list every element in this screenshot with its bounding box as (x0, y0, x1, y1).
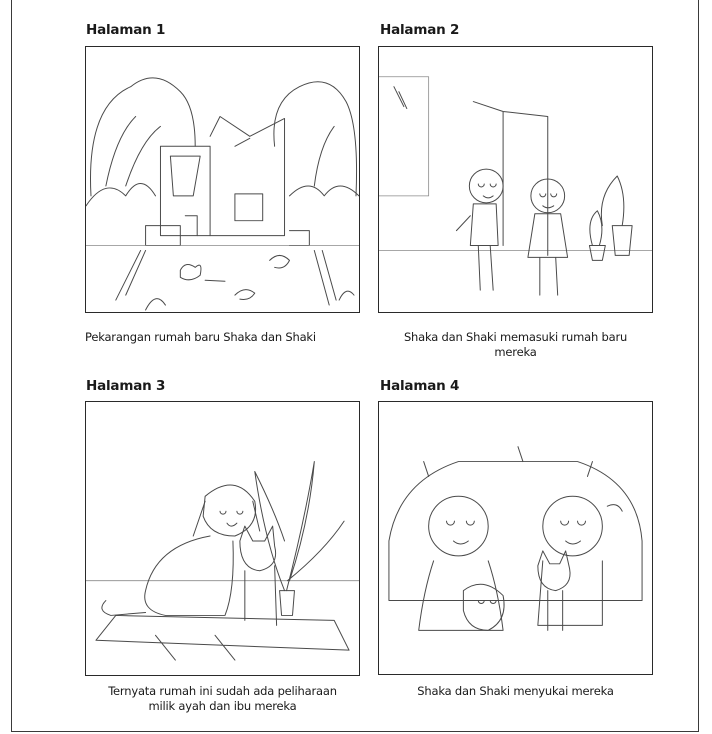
panel-2-caption-line-1: Shaka dan Shaki memasuki rumah baru (403, 330, 628, 344)
panel-3-illustration (85, 401, 360, 676)
children-entering-sketch (379, 47, 652, 312)
pets-sketch (86, 402, 359, 675)
panel-1-title: Halaman 1 (86, 22, 166, 38)
panel-1-caption (85, 330, 360, 345)
panel-3-title: Halaman 3 (86, 378, 166, 394)
panel-4-caption (378, 684, 653, 699)
panel-1-illustration (85, 46, 360, 313)
panel-3-caption-line-1: Ternyata rumah ini sudah ada peliharaan (108, 684, 337, 698)
children-with-pets-sketch (379, 402, 652, 674)
panel-1-caption-line-1: Pekarangan rumah baru Shaka dan Shaki (85, 330, 316, 344)
panel-2-title: Halaman 2 (380, 22, 460, 38)
panel-4-illustration (378, 401, 653, 675)
panel-4-caption-line-1: Shaka dan Shaki menyukai mereka (417, 684, 614, 698)
panel-2-caption (378, 330, 653, 360)
panel-3-caption-line-2: milik ayah dan ibu mereka (148, 699, 297, 713)
house-yard-sketch (86, 47, 359, 312)
panel-2-illustration (378, 46, 653, 313)
panel-2-caption-line-2: mereka (494, 345, 537, 359)
panel-4-title: Halaman 4 (380, 378, 460, 394)
panel-3-caption (85, 684, 360, 714)
